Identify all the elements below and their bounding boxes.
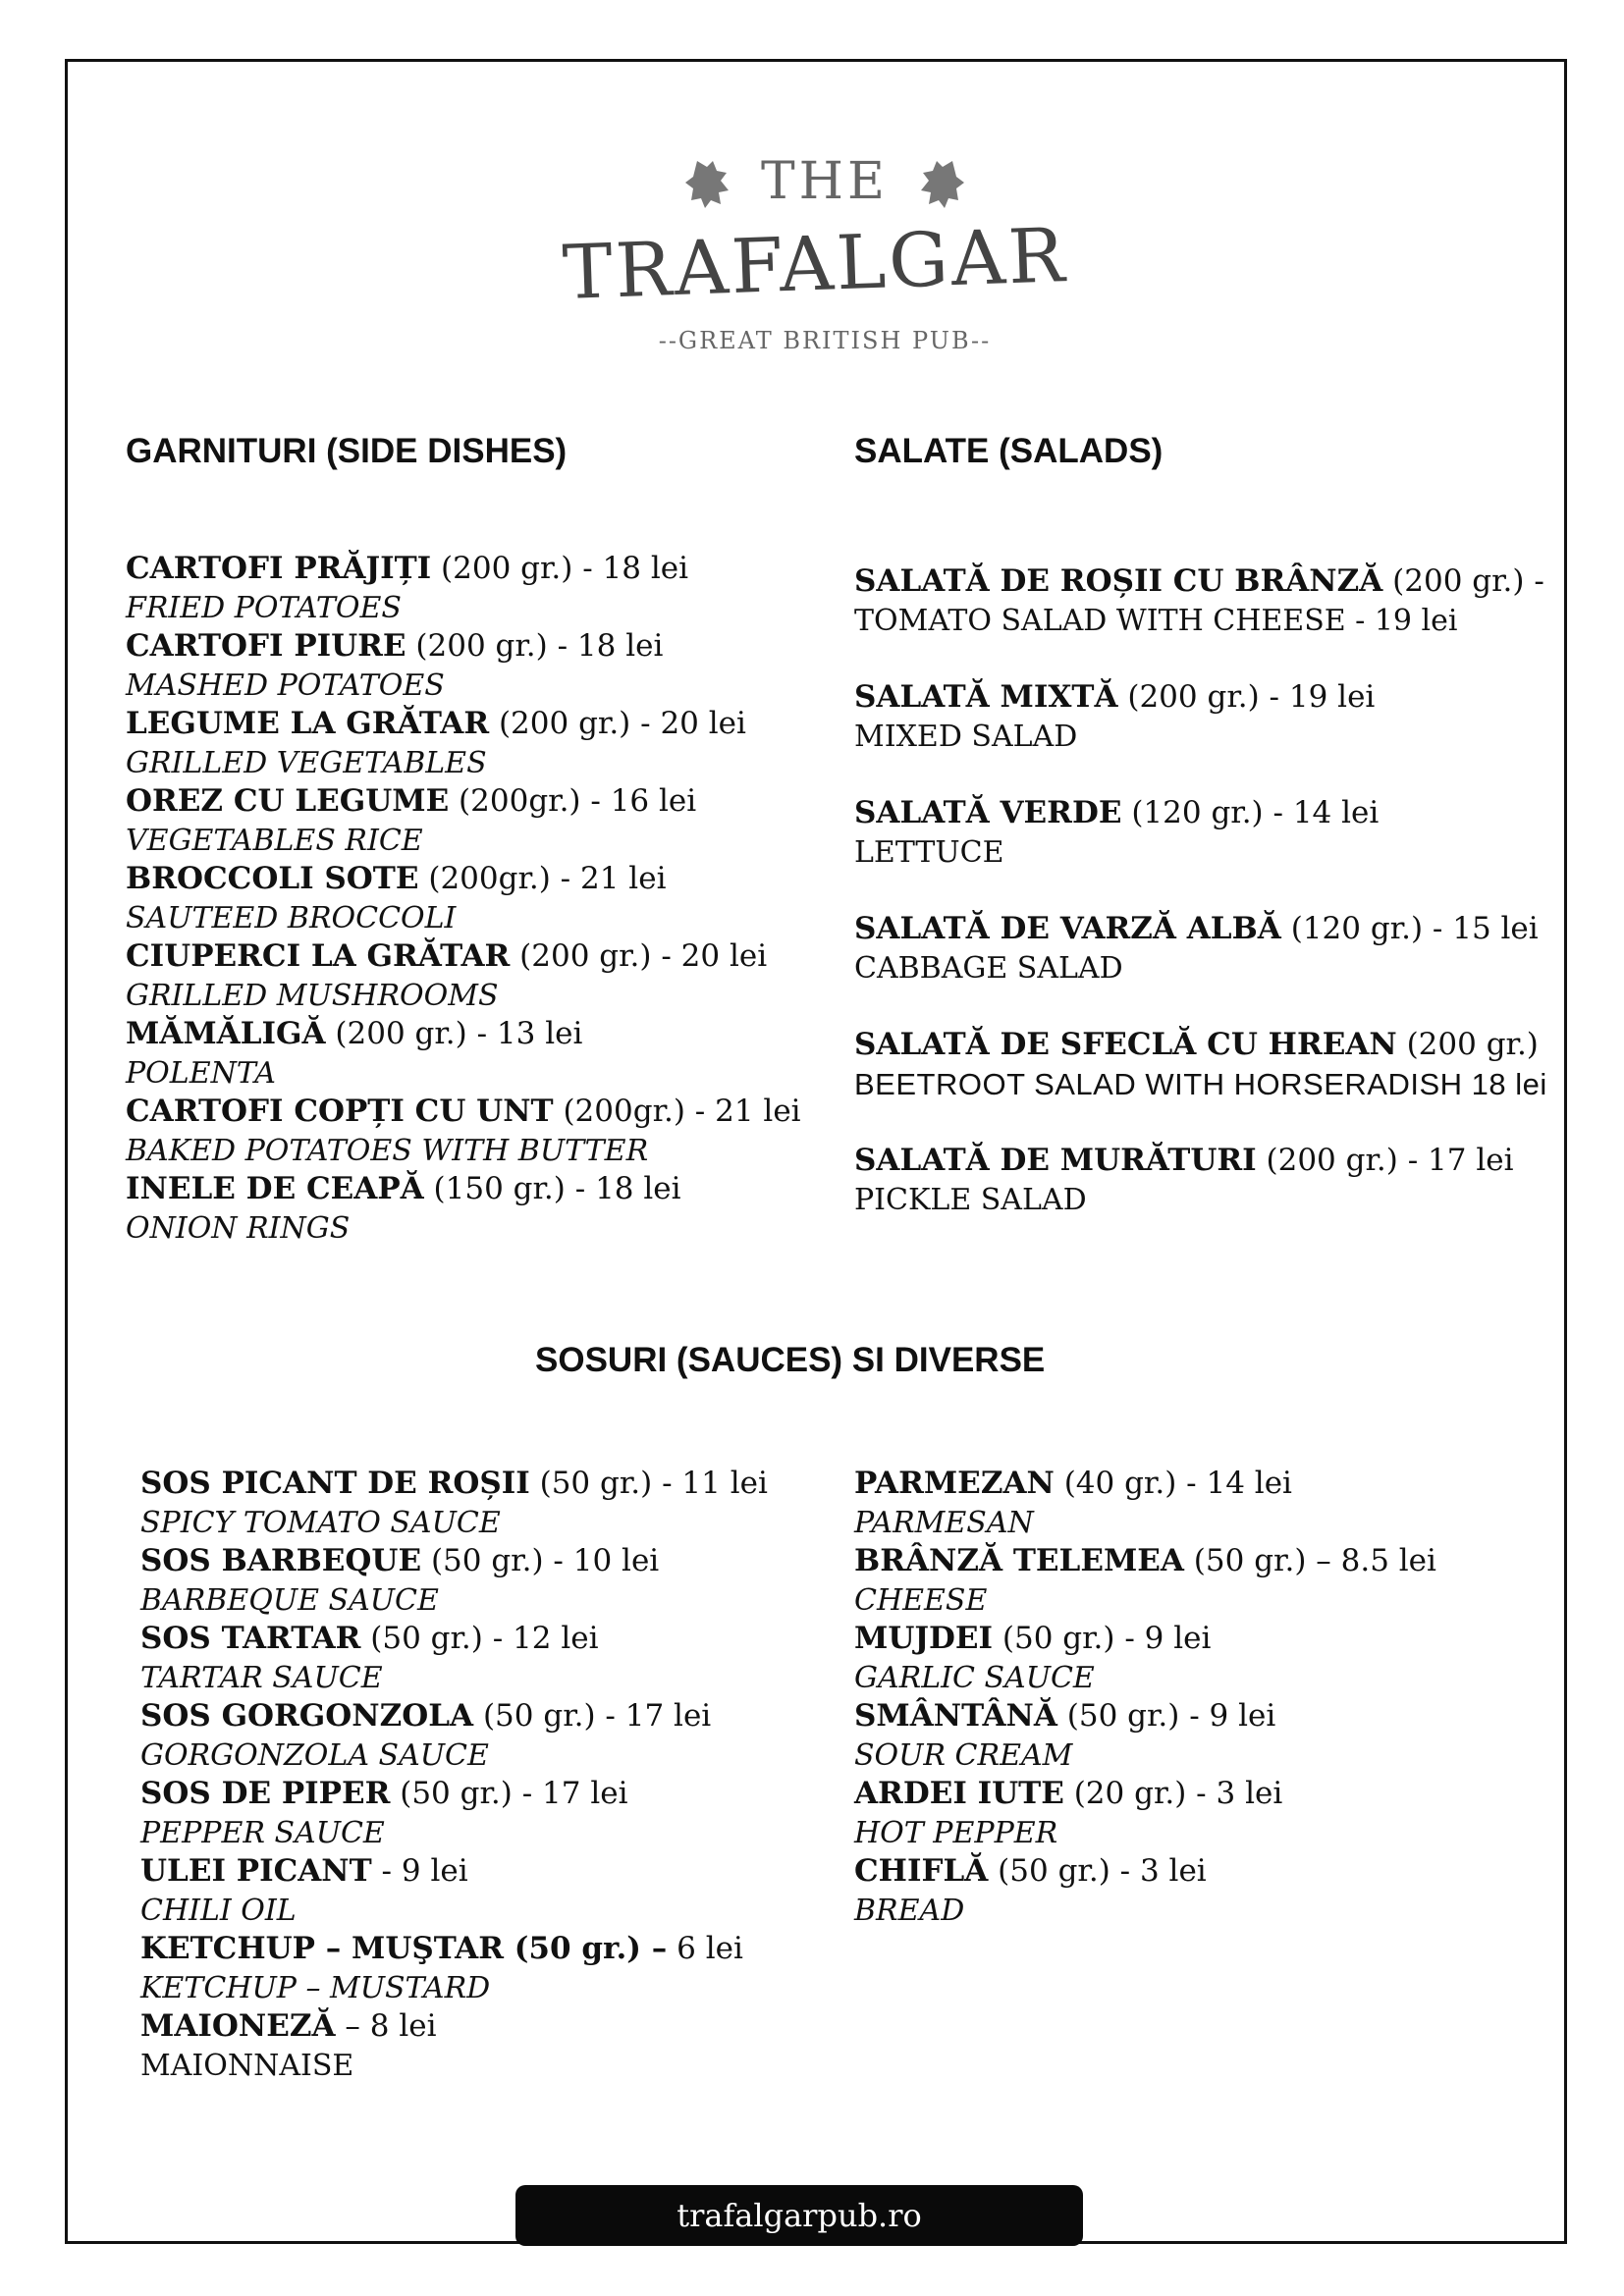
menu-item-name: MAIONEZĂ xyxy=(140,2008,336,2044)
menu-item xyxy=(126,550,801,627)
menu-item-name: SALATĂ DE MURĂTURI xyxy=(854,1143,1257,1178)
menu-item-line xyxy=(126,705,801,744)
menu-item-translation: BREAD xyxy=(854,1893,965,1928)
menu-item xyxy=(140,1620,768,1697)
menu-item-price: 6 lei xyxy=(667,1931,743,1966)
menu-item-name: SALATĂ DE SFECLĂ CU HREAN xyxy=(854,1027,1397,1062)
menu-item xyxy=(126,705,801,782)
menu-item-line xyxy=(126,1015,801,1054)
menu-item-name: SALATĂ MIXTĂ xyxy=(854,679,1118,715)
menu-item xyxy=(854,562,1547,640)
menu-item xyxy=(126,860,801,937)
menu-item-name: CIUPERCI LA GRĂTAR xyxy=(126,938,511,974)
menu-item xyxy=(140,1852,768,1930)
menu-item-name: SALATĂ VERDE xyxy=(854,795,1122,830)
menu-item xyxy=(854,1142,1547,1219)
menu-item-name: ARDEI IUTE xyxy=(854,1776,1064,1811)
menu-item-line xyxy=(126,1093,801,1132)
menu-item-name: CHIFLĂ xyxy=(854,1853,989,1889)
menu-item-name: BROCCOLI SOTE xyxy=(126,861,419,896)
menu-item-translation: LETTUCE xyxy=(854,834,1004,870)
menu-item xyxy=(126,937,801,1015)
menu-item-translation: KETCHUP – MUSTARD xyxy=(140,1970,491,2005)
menu-item-translation: PICKLE SALAD xyxy=(854,1182,1087,1217)
menu-item-name: SALATĂ DE ROȘII CU BRÂNZĂ xyxy=(854,563,1383,599)
menu-item-translation: GRILLED VEGETABLES xyxy=(126,745,487,780)
menu-item-price: (200 gr.) - 20 lei xyxy=(510,938,768,974)
menu-item-line xyxy=(126,937,801,977)
menu-item xyxy=(140,1465,768,1542)
website-badge[interactable]: trafalgarpub.ro xyxy=(515,2185,1083,2246)
trafalgar-logo xyxy=(550,147,1100,363)
menu-item-name: CARTOFI PIURE xyxy=(126,628,406,664)
menu-item-line xyxy=(126,782,801,822)
sauces-list-right xyxy=(854,1465,1436,1930)
menu-item-name: SOS GORGONZOLA xyxy=(140,1698,474,1734)
menu-item-price: (200gr.) - 21 lei xyxy=(418,861,667,896)
menu-item-line xyxy=(140,1542,768,1581)
menu-item-price: – 8 lei xyxy=(335,2008,437,2044)
menu-item-price: (200gr.) - 16 lei xyxy=(449,783,697,819)
menu-item-price: (120 gr.) - 14 lei xyxy=(1121,795,1380,830)
menu-item-line xyxy=(854,1142,1547,1181)
menu-item-translation: POLENTA xyxy=(126,1055,276,1091)
menu-item-line xyxy=(854,1465,1436,1504)
menu-item-line xyxy=(854,1697,1436,1736)
menu-item-price: (200 gr.) - 17 lei xyxy=(1256,1143,1514,1178)
menu-item-translation: MAIONNAISE xyxy=(140,2048,354,2083)
menu-item-price: (120 gr.) - 15 lei xyxy=(1280,911,1539,946)
sauces-list-left xyxy=(140,1465,768,2085)
menu-item xyxy=(140,2007,768,2085)
menu-item-price: (200 gr.) - xyxy=(1382,563,1544,599)
menu-item-price: (200gr.) - 21 lei xyxy=(553,1094,801,1129)
menu-item-name: BRÂNZĂ TELEMEA xyxy=(854,1543,1184,1578)
menu-item-price: (50 gr.) - 9 lei xyxy=(993,1621,1212,1656)
menu-item-price: (50 gr.) - 12 lei xyxy=(360,1621,599,1656)
menu-item-translation: VEGETABLES RICE xyxy=(126,823,423,858)
menu-item-price: (50 gr.) - 17 lei xyxy=(473,1698,712,1734)
menu-item-translation: MIXED SALAD xyxy=(854,719,1078,754)
menu-item-translation: CHILI OIL xyxy=(140,1893,297,1928)
menu-item xyxy=(126,1015,801,1093)
menu-item-price: (50 gr.) - 3 lei xyxy=(988,1853,1207,1889)
menu-item-price: (40 gr.) - 14 lei xyxy=(1054,1466,1292,1501)
menu-item-name: SOS PICANT DE ROȘII xyxy=(140,1466,530,1501)
menu-item-translation: HOT PEPPER xyxy=(854,1815,1058,1850)
brand-the: THE xyxy=(761,152,889,211)
menu-item-name: SALATĂ DE VARZĂ ALBĂ xyxy=(854,911,1281,946)
menu-item-translation: CABBAGE SALAD xyxy=(854,950,1123,986)
menu-item-translation: BAKED POTATOES WITH BUTTER xyxy=(126,1133,649,1168)
menu-item-line xyxy=(854,1542,1436,1581)
menu-item xyxy=(126,1093,801,1170)
menu-item-price: (50 gr.) - 9 lei xyxy=(1056,1698,1276,1734)
menu-item-line xyxy=(140,1620,768,1659)
menu-item-line xyxy=(140,1465,768,1504)
menu-item-price: (200 gr.) xyxy=(1396,1027,1539,1062)
menu-item-translation: SAUTEED BROCCOLI xyxy=(126,900,457,935)
menu-item-translation: SOUR CREAM xyxy=(854,1737,1073,1773)
menu-item-price: (150 gr.) - 18 lei xyxy=(423,1171,681,1206)
menu-item-translation: SPICY TOMATO SAUCE xyxy=(140,1505,501,1540)
menu-item-line xyxy=(140,1697,768,1736)
menu-item-line xyxy=(140,1930,768,1969)
menu-item-translation: TARTAR SAUCE xyxy=(140,1660,383,1695)
menu-item-line xyxy=(854,1852,1436,1892)
menu-item-name: SOS DE PIPER xyxy=(140,1776,391,1811)
brand-tagline: --GREAT BRITISH PUB-- xyxy=(658,327,992,354)
menu-item-line xyxy=(126,550,801,589)
menu-item xyxy=(126,782,801,860)
menu-item-translation: MASHED POTATOES xyxy=(126,667,445,703)
menu-item xyxy=(854,1465,1436,1542)
menu-item-price: (50 gr.) - 11 lei xyxy=(529,1466,768,1501)
menu-item-line xyxy=(854,1026,1547,1065)
side-dishes-list xyxy=(126,550,801,1248)
menu-item-price: (50 gr.) - 17 lei xyxy=(390,1776,628,1811)
menu-item xyxy=(854,910,1547,988)
menu-item xyxy=(854,1852,1436,1930)
menu-item-name: MĂMĂLIGĂ xyxy=(126,1016,326,1051)
menu-item xyxy=(140,1697,768,1775)
menu-item xyxy=(854,1775,1436,1852)
menu-item-name: LEGUME LA GRĂTAR xyxy=(126,706,490,741)
side-dishes-heading: GARNITURI (SIDE DISHES) xyxy=(126,432,568,470)
brand-name: TRAFALGAR xyxy=(561,211,1069,316)
menu-item xyxy=(854,678,1547,756)
menu-item-line xyxy=(854,562,1547,602)
menu-item-translation: BEETROOT SALAD WITH HORSERADISH 18 lei xyxy=(854,1066,1547,1101)
menu-item-price: (200 gr.) - 19 lei xyxy=(1117,679,1376,715)
menu-item-line xyxy=(140,1775,768,1814)
menu-item-name: CARTOFI COPȚI CU UNT xyxy=(126,1094,554,1129)
menu-item-line xyxy=(854,794,1547,833)
menu-item-line xyxy=(854,1620,1436,1659)
menu-item-line xyxy=(140,2007,768,2047)
menu-item xyxy=(140,1930,768,2007)
menu-item xyxy=(854,794,1547,872)
menu-item-price: - 9 lei xyxy=(371,1853,468,1889)
menu-item xyxy=(854,1542,1436,1620)
menu-item-line xyxy=(140,1852,768,1892)
menu-item-line xyxy=(126,627,801,667)
menu-item-price: (20 gr.) - 3 lei xyxy=(1063,1776,1283,1811)
menu-item-name: SOS BARBEQUE xyxy=(140,1543,422,1578)
menu-item xyxy=(854,1697,1436,1775)
menu-item xyxy=(854,1026,1547,1103)
salads-heading: SALATE (SALADS) xyxy=(854,432,1164,470)
menu-item-price: (200 gr.) - 18 lei xyxy=(406,628,664,664)
menu-item-name: SMÂNTÂNĂ xyxy=(854,1698,1057,1734)
menu-item-name: KETCHUP – MUŞTAR (50 gr.) – xyxy=(140,1931,668,1966)
menu-item-name: CARTOFI PRĂJIȚI xyxy=(126,551,432,586)
menu-item-translation: GRILLED MUSHROOMS xyxy=(126,978,499,1013)
menu-item xyxy=(126,1170,801,1248)
menu-item-translation: PEPPER SAUCE xyxy=(140,1815,385,1850)
menu-item-translation: BARBEQUE SAUCE xyxy=(140,1582,439,1618)
menu-item-line xyxy=(854,910,1547,949)
menu-item-translation: GARLIC SAUCE xyxy=(854,1660,1095,1695)
menu-item-price: (200 gr.) - 13 lei xyxy=(325,1016,583,1051)
menu-item-translation: PARMESAN xyxy=(854,1505,1034,1540)
menu-item-price: (50 gr.) - 10 lei xyxy=(421,1543,660,1578)
menu-item-name: SOS TARTAR xyxy=(140,1621,361,1656)
lion-right-icon xyxy=(921,161,964,208)
menu-item-name: ULEI PICANT xyxy=(140,1853,372,1889)
menu-item xyxy=(140,1542,768,1620)
menu-item-name: MUJDEI xyxy=(854,1621,994,1656)
menu-item-price: (200 gr.) - 20 lei xyxy=(489,706,746,741)
menu-item-line xyxy=(854,678,1547,718)
menu-item-translation: ONION RINGS xyxy=(126,1210,351,1246)
menu-item-translation: TOMATO SALAD WITH CHEESE - 19 lei xyxy=(854,603,1458,638)
menu-item-line xyxy=(126,1170,801,1209)
menu-item xyxy=(140,1775,768,1852)
menu-item-name: INELE DE CEAPĂ xyxy=(126,1171,424,1206)
menu-item-price: (50 gr.) – 8.5 lei xyxy=(1183,1543,1436,1578)
menu-item-name: OREZ CU LEGUME xyxy=(126,783,450,819)
menu-item-translation: CHEESE xyxy=(854,1582,988,1618)
menu-item-name: PARMEZAN xyxy=(854,1466,1055,1501)
lion-left-icon xyxy=(685,161,729,208)
menu-item-line xyxy=(126,860,801,899)
sauces-heading: SOSURI (SAUCES) SI DIVERSE xyxy=(535,1341,1046,1379)
salads-list xyxy=(854,562,1547,1257)
menu-item xyxy=(854,1620,1436,1697)
menu-item-translation: FRIED POTATOES xyxy=(126,590,402,625)
menu-item-price: (200 gr.) - 18 lei xyxy=(431,551,689,586)
menu-item-line xyxy=(854,1775,1436,1814)
menu-item-translation: GORGONZOLA SAUCE xyxy=(140,1737,489,1773)
menu-item xyxy=(126,627,801,705)
